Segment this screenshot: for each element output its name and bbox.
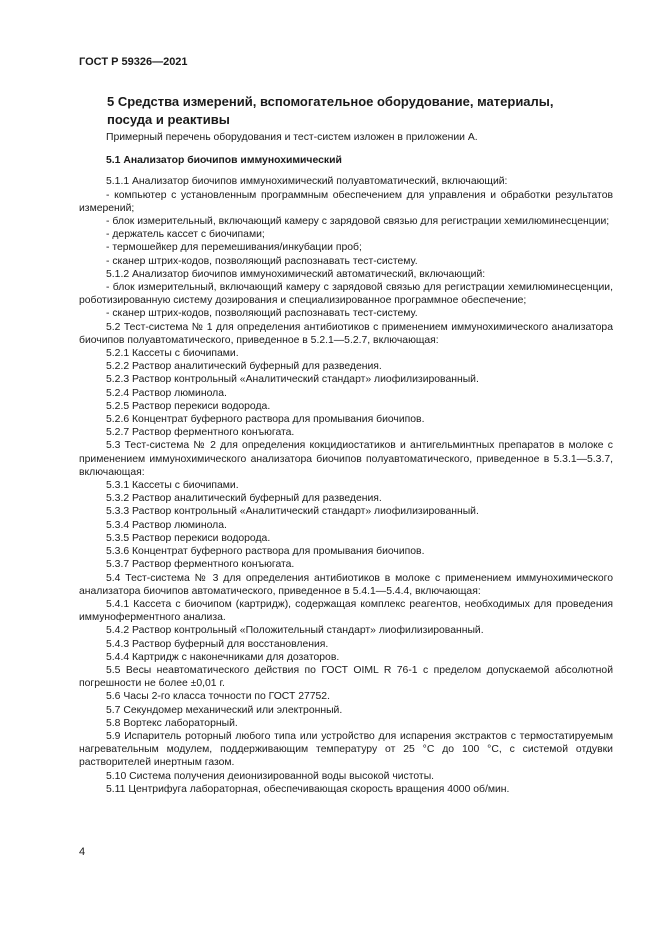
paragraph: 5.9 Испаритель роторный любого типа или устройство для испарения экстрактов с термостатируемым нагревательным модулем, поддерживающим температуру от 25 °С до 100 °С, с системой отдувки растворителей инертным газом.	[79, 730, 613, 769]
paragraph: 5.6 Часы 2-го класса точности по ГОСТ 27752.	[106, 691, 330, 703]
paragraph: 5.2.3 Раствор контрольный «Аналитический стандарт» лиофилизированный.	[106, 374, 479, 386]
paragraph: 5.4.3 Раствор буферный для восстановления.	[106, 638, 329, 650]
paragraph: 5.2.4 Раствор люминола.	[106, 387, 227, 399]
paragraph: 5.3.5 Раствор перекиси водорода.	[106, 532, 271, 544]
paragraph: 5.3.3 Раствор контрольный «Аналитический стандарт» лиофилизированный.	[106, 506, 479, 518]
paragraph: 5.8 Вортекс лабораторный.	[106, 717, 238, 729]
paragraph: 5.2.6 Концентрат буферного раствора для промывания биочипов.	[106, 414, 425, 426]
paragraph: 5.4.1 Кассета с биочипом (картридж), содержащая комплекс реагентов, необходимых для проведения иммуноферментного анализа.	[79, 598, 613, 624]
paragraph: 5.10 Система получения деионизированной воды высокой чистоты.	[106, 770, 435, 782]
paragraph: 5.2 Тест-система № 1 для определения антибиотиков с применением иммунохимического анализатора биочипов полуавтоматического, приведенное в 5.2.1—5.2.7, включающая:	[79, 321, 613, 346]
paragraph: 5.1.1 Анализатор биочипов иммунохимический полуавтоматический, включающий:	[106, 176, 508, 188]
document-body	[79, 131, 613, 796]
paragraph: 5.3.7 Раствор ферментного конъюгата.	[106, 559, 295, 571]
paragraph: - сканер штрих-кодов, позволяющий распознавать тест-систему.	[106, 255, 418, 267]
paragraph: 5.3.4 Раствор люминола.	[106, 519, 227, 531]
page-number: 4	[79, 846, 86, 858]
paragraph: - блок измерительный, включающий камеру с зарядовой связью для регистрации хемилюминесценции;	[106, 216, 610, 228]
paragraph: - держатель кассет с биочипами;	[106, 229, 265, 241]
paragraph: 5.1.2 Анализатор биочипов иммунохимический автоматический, включающий:	[106, 268, 486, 280]
paragraph-list	[79, 175, 613, 796]
paragraph: 5.3 Тест-система № 2 для определения кокцидиостатиков и антигельминтных препаратов в молоке с применением иммунохимического анализатора биочипов полуавтоматического, приведенное в 5.3.1—5.3.7, включающая:	[79, 440, 613, 478]
paragraph: 5.11 Центрифуга лабораторная, обеспечивающая скорость вращения 4000 об/мин.	[106, 783, 510, 795]
paragraph: 5.2.2 Раствор аналитический буферный для разведения.	[106, 361, 382, 373]
paragraph: 5.7 Секундомер механический или электронный.	[106, 704, 343, 716]
paragraph: 5.3.1 Кассеты с биочипами.	[106, 480, 239, 492]
paragraph: - блок измерительный, включающий камеру с зарядовой связью для регистрации хемилюминесценции, роботизированную систему дозирования и специализированное программное обеспечение;	[79, 282, 613, 307]
paragraph: 5.2.1 Кассеты с биочипами.	[106, 348, 239, 360]
paragraph: - термошейкер для перемешивания/инкубации проб;	[106, 242, 362, 254]
paragraph: 5.3.6 Концентрат буферного раствора для промывания биочипов.	[106, 546, 425, 558]
paragraph: 5.3.2 Раствор аналитический буферный для разведения.	[106, 493, 382, 505]
paragraph: 5.5 Весы неавтоматического действия по ГОСТ OIML R 76-1 с пределом допускаемой абсолютной погрешности не более ±0,01 г.	[79, 664, 613, 690]
paragraph: 5.4.2 Раствор контрольный «Положительный стандарт» лиофилизированный.	[106, 625, 484, 637]
section-title: 5 Средства измерений, вспомогательное оборудование, материалы, посуда и реактивы	[107, 94, 554, 127]
paragraph: 5.2.5 Раствор перекиси водорода.	[106, 400, 271, 412]
paragraph: - компьютер с установленным программным обеспечением для управления и обработки результатов измерений;	[79, 189, 613, 214]
paragraph: 5.2.7 Раствор ферментного конъюгата.	[106, 427, 295, 439]
subsection-title: 5.1 Анализатор биочипов иммунохимический	[106, 155, 342, 167]
standard-code: ГОСТ Р 59326—2021	[79, 56, 188, 68]
paragraph: 5.4 Тест-система № 3 для определения антибиотиков в молоке с применением иммунохимического анализатора биочипов автоматического, приведенное в 5.4.1—5.4.4, включающая:	[79, 572, 613, 597]
section-intro: Примерный перечень оборудования и тест-систем изложен в приложении А.	[106, 132, 478, 143]
paragraph: 5.4.4 Картридж с наконечниками для дозаторов.	[106, 651, 340, 663]
paragraph: - сканер штрих-кодов, позволяющий распознавать тест-систему.	[106, 308, 418, 320]
